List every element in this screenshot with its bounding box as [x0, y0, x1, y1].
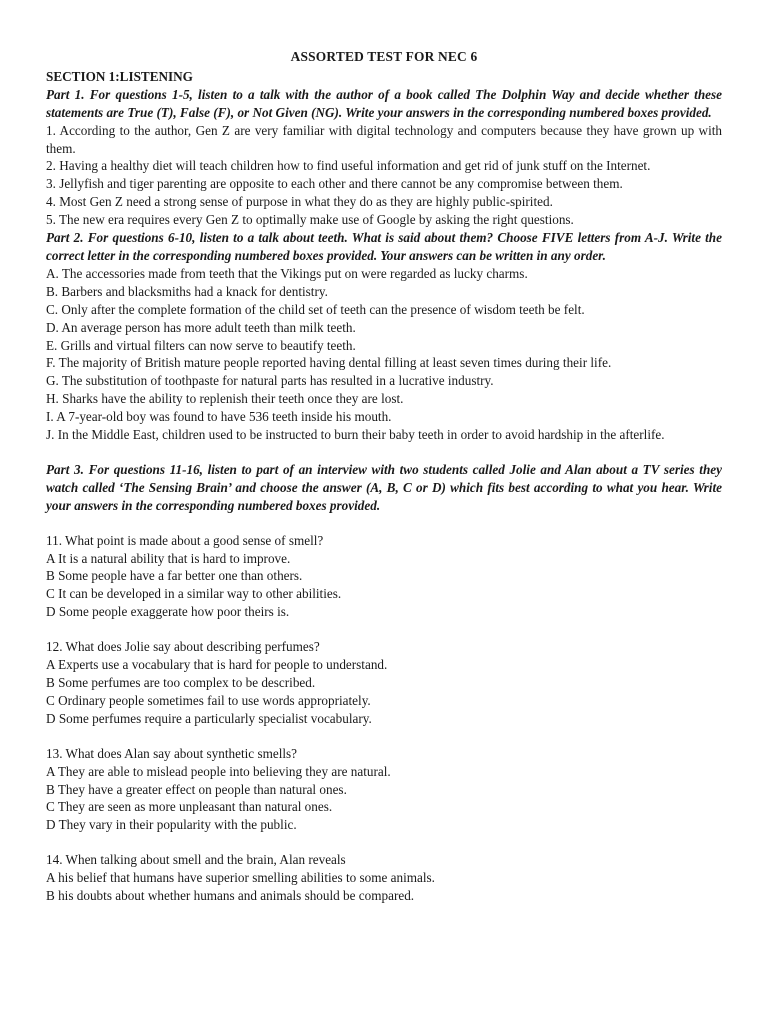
option-d: D. An average person has more adult teeth than milk teeth.	[46, 319, 356, 335]
question-14	[46, 851, 722, 905]
answer-option: A They are able to mislead people into believing they are natural.	[46, 763, 391, 779]
statement-5: 5. The new era requires every Gen Z to optimally make use of Google by asking the right questions.	[46, 212, 574, 228]
question-text: 14. When talking about smell and the brain, Alan reveals	[46, 852, 346, 868]
part3-instruction: Part 3. For questions 11-16, listen to part of an interview with two students called Jolie and Alan about a TV series they watch called ‘The Sensing Brain’ and choose the answer (A, B, C or D) which fits best according to what you hear. Write your answers in the corresponding numbered boxes provided.	[46, 461, 722, 513]
section-heading: SECTION 1:LISTENING	[46, 68, 193, 84]
statement-4: 4. Most Gen Z need a strong sense of purpose in what they do as they are highly public-spirited.	[46, 194, 553, 210]
option-h: H. Sharks have the ability to replenish their teeth once they are lost.	[46, 391, 404, 407]
option-i: I. A 7-year-old boy was found to have 536 teeth inside his mouth.	[46, 409, 392, 425]
question-text: 12. What does Jolie say about describing perfumes?	[46, 639, 320, 655]
option-a: A. The accessories made from teeth that the Vikings put on were regarded as lucky charms.	[46, 265, 528, 281]
answer-option: C Ordinary people sometimes fail to use words appropriately.	[46, 692, 371, 708]
answer-option: A It is a natural ability that is hard to improve.	[46, 550, 291, 566]
answer-option: D Some people exaggerate how poor theirs is.	[46, 604, 290, 620]
answer-option: C It can be developed in a similar way to other abilities.	[46, 586, 342, 602]
answer-option: D Some perfumes require a particularly specialist vocabulary.	[46, 710, 372, 726]
answer-option: B They have a greater effect on people than natural ones.	[46, 781, 347, 797]
option-f: F. The majority of British mature people reported having dental filling at least seven times during their life.	[46, 355, 612, 371]
option-c: C. Only after the complete formation of the child set of teeth can the presence of wisdom teeth be felt.	[46, 301, 585, 317]
part1-statements	[46, 122, 722, 229]
answer-option: D They vary in their popularity with the public.	[46, 817, 297, 833]
part1-instruction: Part 1. For questions 1-5, listen to a talk with the author of a book called The Dolphin Way and decide whether these statements are True (T), False (F), or Not Given (NG). Write your answers in the corresponding numbered boxes provided.	[46, 86, 722, 120]
part2-instruction: Part 2. For questions 6-10, listen to a talk about teeth. What is said about them? Choose FIVE letters from A-J. Write the correct letter in the corresponding numbered boxes provided. Your answers can be written in any order.	[46, 230, 722, 263]
question-13	[46, 745, 722, 835]
answer-option: A his belief that humans have superior smelling abilities to some animals.	[46, 870, 435, 886]
question-11	[46, 532, 722, 622]
statement-3: 3. Jellyfish and tiger parenting are opposite to each other and there cannot be any compromise between them.	[46, 176, 623, 192]
question-text: 13. What does Alan say about synthetic smells?	[46, 745, 298, 761]
part2-options	[46, 265, 722, 444]
answer-option: C They are seen as more unpleasant than natural ones.	[46, 799, 333, 815]
statement-2: 2. Having a healthy diet will teach children how to find useful information and get rid of junk stuff on the Internet.	[46, 158, 651, 174]
answer-option: B his doubts about whether humans and animals should be compared.	[46, 888, 415, 904]
option-b: B. Barbers and blacksmiths had a knack for dentistry.	[46, 283, 328, 299]
answer-option: A Experts use a vocabulary that is hard for people to understand.	[46, 657, 388, 673]
answer-option: B Some perfumes are too complex to be described.	[46, 675, 316, 690]
option-g: G. The substitution of toothpaste for natural parts has resulted in a lucrative industry.	[46, 373, 494, 389]
answer-option: B Some people have a far better one than others.	[46, 568, 303, 584]
option-e: E. Grills and virtual filters can now serve to beautify teeth.	[46, 337, 356, 353]
statement-1: 1. According to the author, Gen Z are very familiar with digital technology and computers because they have grown up with them.	[46, 122, 722, 156]
question-text: 11. What point is made about a good sense of smell?	[46, 532, 324, 548]
option-j: J. In the Middle East, children used to be instructed to burn their baby teeth in order to avoid hardship in the afterlife.	[46, 427, 665, 443]
question-12	[46, 638, 722, 728]
document-title: ASSORTED TEST FOR NEC 6	[290, 49, 478, 64]
